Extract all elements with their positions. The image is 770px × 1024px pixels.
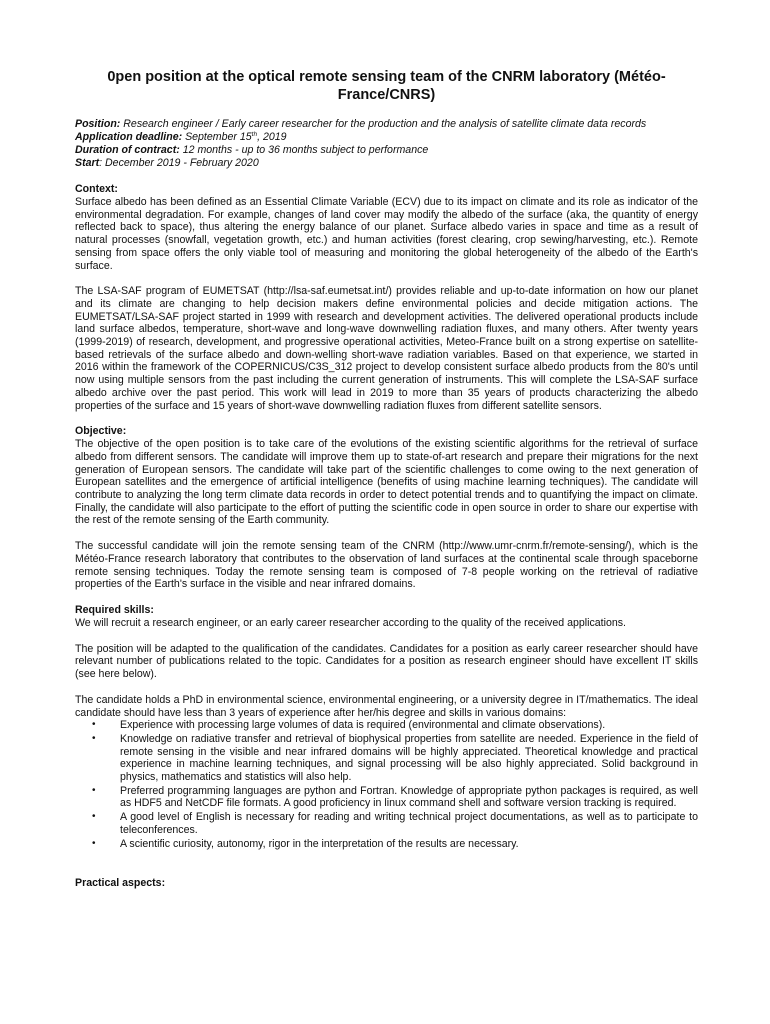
start-label: Start <box>75 157 100 169</box>
list-item <box>92 719 698 732</box>
skills-section <box>75 604 698 850</box>
document-page <box>75 68 698 890</box>
objective-heading: Objective: <box>75 425 127 438</box>
list-item-text: A good level of English is necessary for reading and writing technical project documentations, as well as to participate to teleconferences. <box>120 811 698 836</box>
bullet-icon: • <box>92 719 96 731</box>
skills-heading: Required skills: <box>75 603 154 616</box>
list-item <box>92 732 698 784</box>
objective-section <box>75 425 698 591</box>
bullet-icon: • <box>92 837 96 849</box>
list-item-text: Knowledge on radiative transfer and retrieval of biophysical properties from satellite are needed. Experience in the field of remote sensing in the visible and near infrared domains will be highly appreciated. Theoretical knowledge and practical experience in machine learning techniques, and signal processing will be also highly appreciated. Solid background in physics, mathematics and statistics will also help. <box>120 732 698 784</box>
deadline-value <box>185 131 286 143</box>
list-item-text: Preferred programming languages are python and Fortran. Knowledge of appropriate python packages is required, as well as HDF5 and NetCDF file formats. A good proficiency in linux command shell and software version tracking is required. <box>120 784 698 810</box>
deadline-line <box>75 131 698 144</box>
start-value: : December 2019 - February 2020 <box>99 157 259 169</box>
list-item-text: Experience with processing large volumes of data is required (environmental and climate observations). <box>120 719 606 732</box>
objective-paragraph-1: The objective of the open position is to take care of the evolutions of the existing scientific algorithms for the retrieval of surface albedo from different sensors. The candidate will improve them up to state-of-art research and prepare their migrations for the next generation of European sensors. The candidate will take part of the scientific challenges to come owing to the next generation of European satellites and the emergence of artificial intelligence (benefits of using machine learning techniques). The candidate will contribute to analyzing the long term climate data records in order to detect potential trends and to quantifying the impact on climate. Finally, the candidate will also participate to the effort of putting the scientific code in open source in order to share our expertise with the rest of the remote sensing of the Earth community. <box>75 438 698 527</box>
skills-paragraph-2: The position will be adapted to the qualification of the candidates. Candidates for a position as early career researcher should have relevant number of publications related to the topic. Candidates for a position as research engineer should have excellent IT skills (see here below). <box>75 642 698 681</box>
document-title: 0pen position at the optical remote sensing team of the CNRM laboratory (Météo-France/CNRS) <box>107 69 666 103</box>
context-heading: Context: <box>75 183 118 195</box>
bullet-icon: • <box>92 811 96 823</box>
list-item <box>92 784 698 810</box>
objective-paragraph-2: The successful candidate will join the remote sensing team of the CNRM (http://www.umr-cnrm.fr/remote-sensing/), which is the Météo-France research laboratory that contributes to the observation of land surfaces at the continental scale through spaceborne remote sensing techniques. Today the remote sensing team is composed of 7-8 people working on the retrieval of radiative properties of the Earth's surface in the visible and near infrared domains. <box>75 540 698 591</box>
deadline-ordinal: th <box>251 131 258 138</box>
list-item <box>92 837 698 851</box>
job-meta <box>75 118 698 170</box>
list-item <box>92 811 698 836</box>
position-value: Research engineer / Early career researcher for the production and the analysis of satellite climate data records <box>123 118 647 130</box>
skills-paragraph-3: The candidate holds a PhD in environmental science, environmental engineering, or a university degree in IT/mathematics. The ideal candidate should have less than 3 years of experience after her/his degree and skills in various domains: <box>75 693 698 719</box>
context-paragraph-1: Surface albedo has been defined as an Essential Climate Variable (ECV) due to its impact on climate and its role as indicator of the environmental degradation. For example, changes of land cover may modify the albedo of the surface (aka, the quantity of energy reflected back to space), thus altering the energy balance of our planet. Surface albedo varies in space and time as a result of natural processes (snowfall, vegetation growth, etc.) and human activities (forest clearing, crop sewing/harvesting, etc.). Remote sensing from space offers the only viable tool of measuring and monitoring the global heterogeneity of the albedo of the Earth's surface. <box>75 196 698 272</box>
position-line <box>75 118 698 131</box>
duration-line <box>75 144 698 157</box>
deadline-label: Application deadline: <box>75 131 183 143</box>
deadline-year: , 2019 <box>257 131 287 143</box>
practical-heading: Practical aspects: <box>75 877 166 890</box>
skills-list <box>75 719 698 850</box>
context-paragraph-2: The LSA-SAF program of EUMETSAT (http://lsa-saf.eumetsat.int/) provides reliable and up-to-date information on how our planet and its climate are changing to help decision makers define environmental policies and decide mitigation actions. The EUMETSAT/LSA-SAF project started in 1999 with research and development activities. The delivered operational products include land surface albedos, temperature, short-wave and long-wave downwelling radiation fluxes, and many others. After twenty years (1999-2019) of research, development, and progressive operational activities, Meteo-France built on a strong expertise on satellite-based retrievals of the surface albedo and down-welling short-wave radiation variables. Based on that experience, we started in 2016 within the framework of the COPERNICUS/C3S_312 project to develop consistent surface albedo products from the 80's until now using multiple sensors from the past including the current generation of instruments. This will complete the LSA-SAF surface albedo archive over the past period. This work will lead in 2019 to more than 35 years of products characterizing the albedo properties of the surface and 15 years of short-wave downwelling radiation fluxes from different satellite sensors. <box>75 285 698 412</box>
duration-value: 12 months - up to 36 months subject to performance <box>182 144 429 156</box>
position-label: Position: <box>75 118 121 130</box>
duration-label: Duration of contract: <box>75 144 180 156</box>
bullet-icon: • <box>92 784 96 796</box>
skills-paragraph-1: We will recruit a research engineer, or an early career researcher according to the quality of the received applications. <box>75 616 626 629</box>
deadline-date: September 15 <box>185 131 252 143</box>
practical-section <box>75 877 698 890</box>
bullet-icon: • <box>92 732 96 744</box>
context-section <box>75 183 698 412</box>
start-line <box>75 157 698 170</box>
list-item-text: A scientific curiosity, autonomy, rigor in the interpretation of the results are necessary. <box>120 837 519 850</box>
